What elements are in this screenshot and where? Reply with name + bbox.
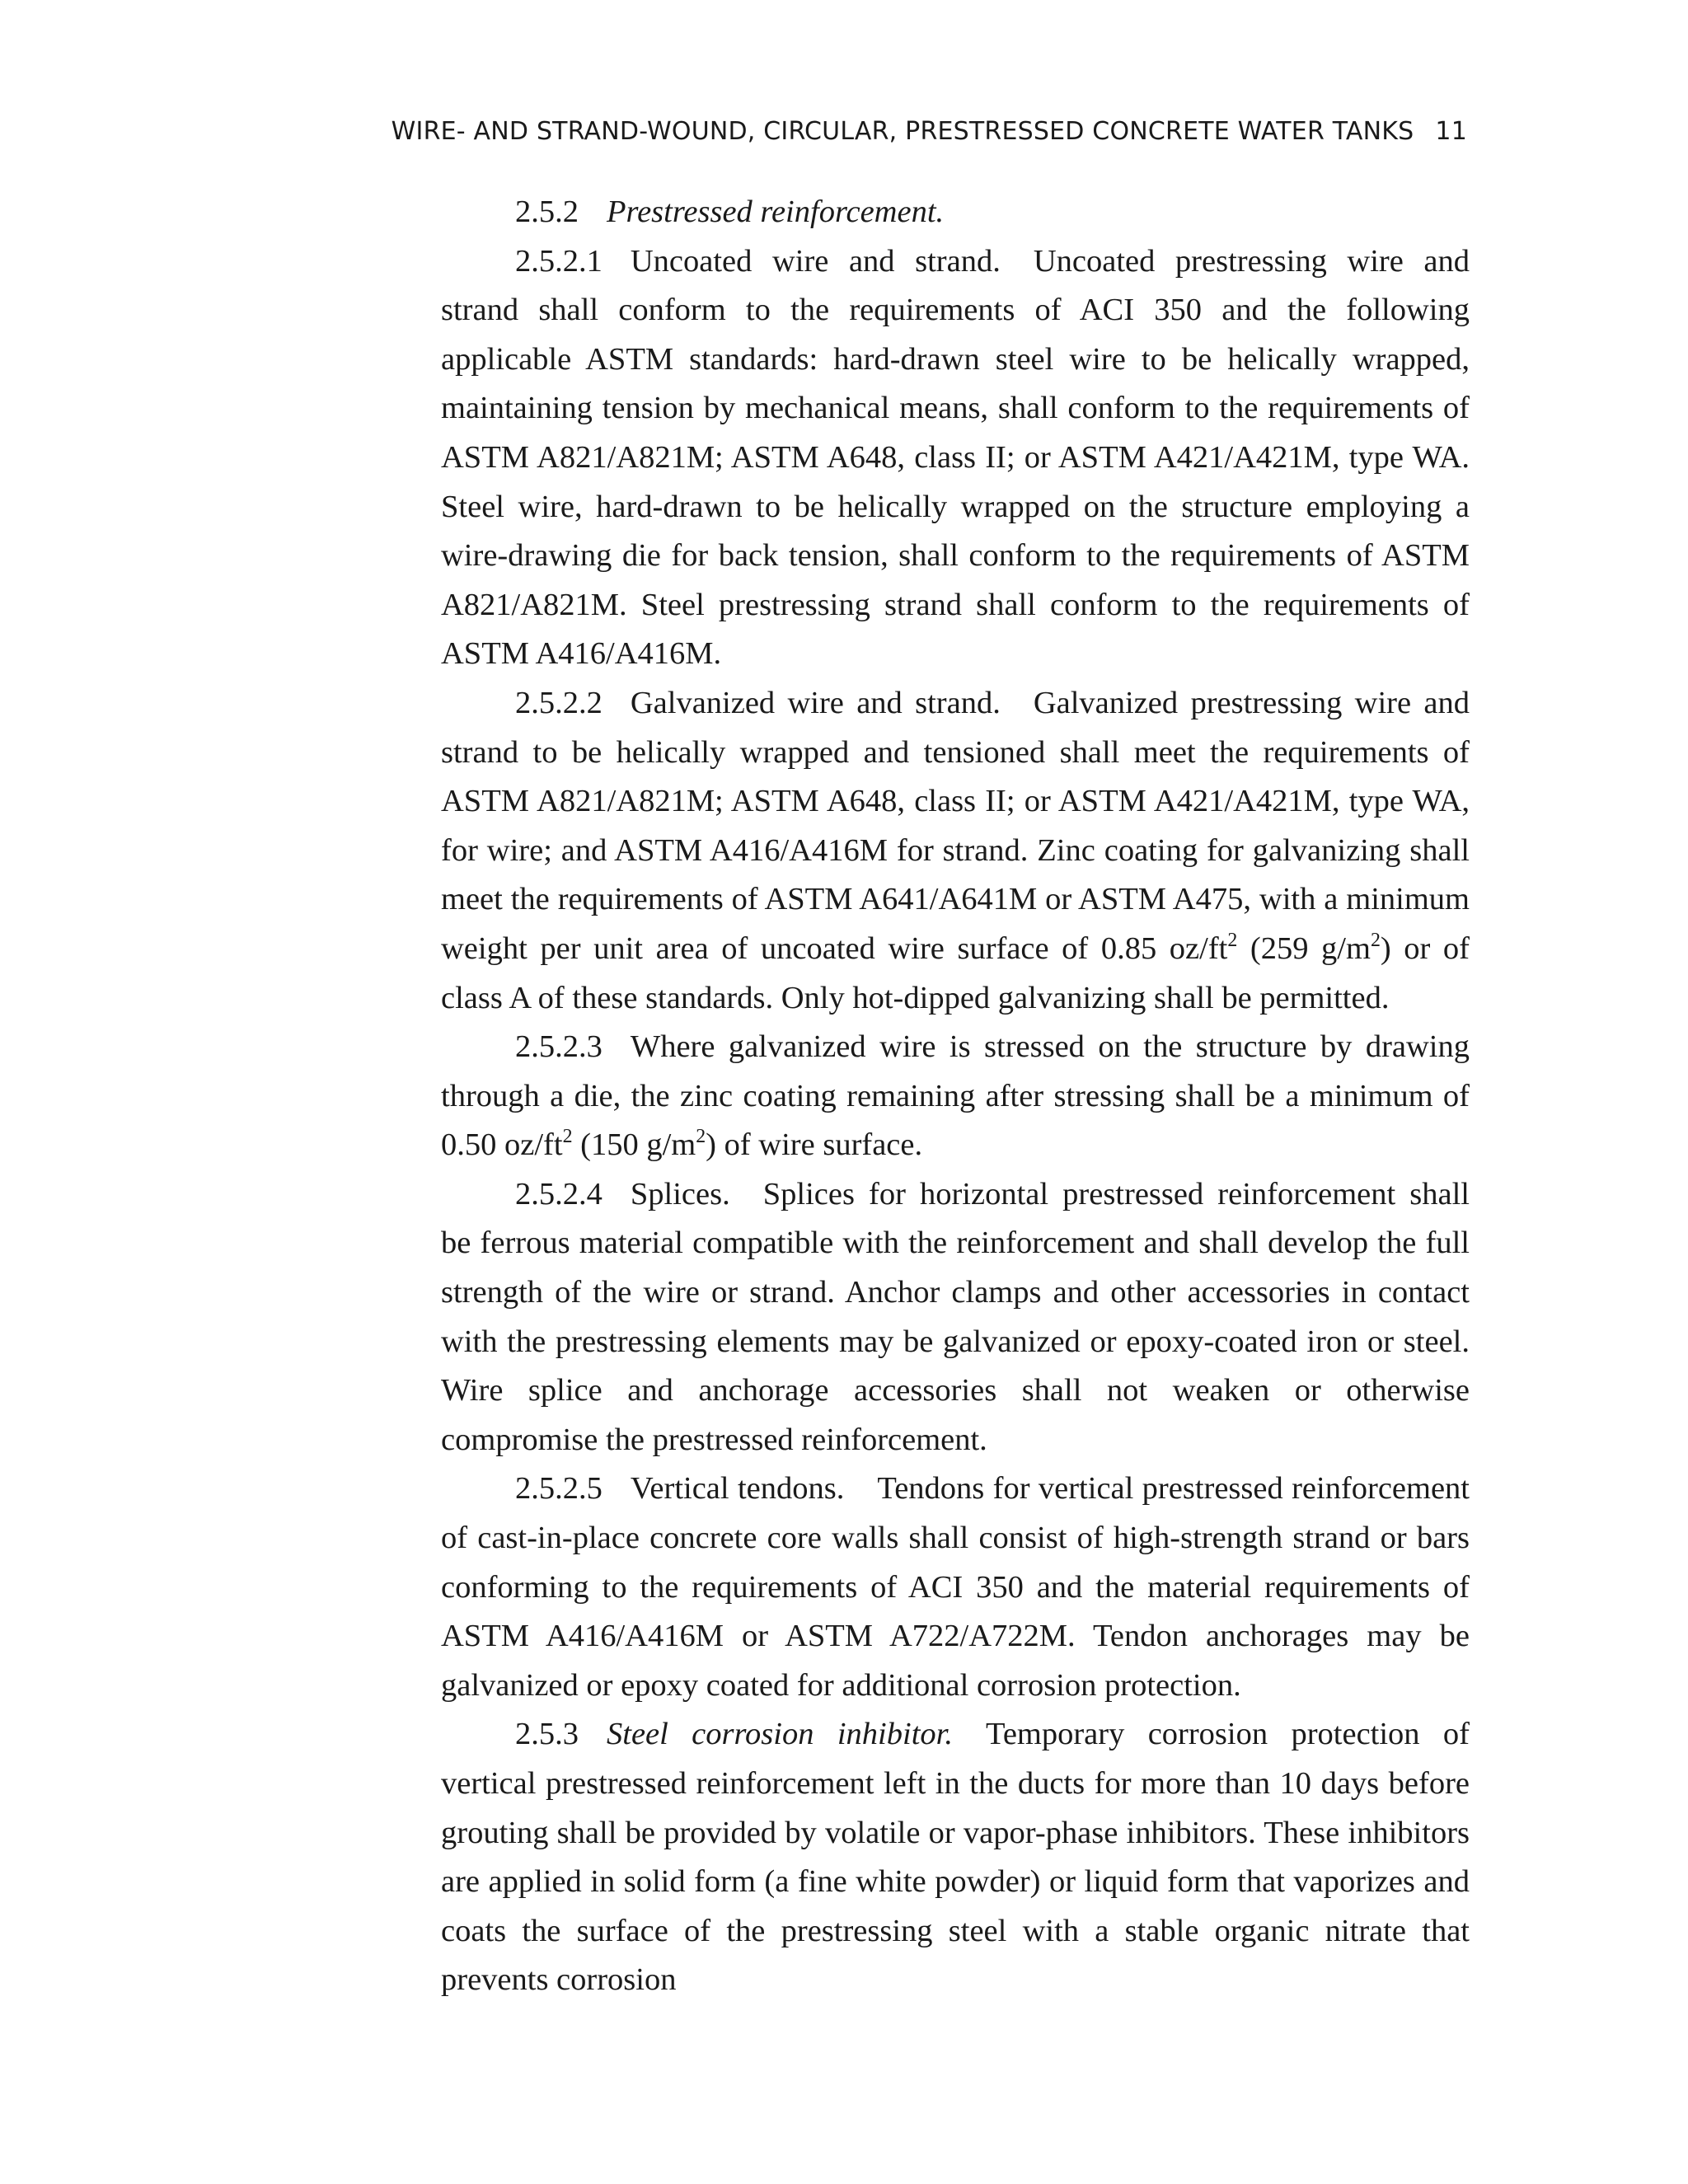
section-title: Uncoated wire and strand.	[630, 243, 1001, 279]
section-text: Uncoated prestressing wire and strand shall conform to the requirements of ACI 350 and the following applicable ASTM standards: hard-drawn steel wire to be helically wrapped, maintaining tension by mechanical means, shall conform to the requirements of ASTM A821/A821M; ASTM A648, class II; or ASTM A421/A421M, type WA. Steel wire, hard-drawn to be helically wrapped on the structure employing a wire-drawing die for back tension, shall conform to the requirements of ASTM A821/A821M. Steel prestressing strand shall conform to the requirements of ASTM A416/A416M.	[441, 243, 1470, 672]
section-number: 2.5.2.5	[515, 1471, 603, 1507]
section-number: 2.5.3	[515, 1717, 579, 1752]
section-text: Where galvanized wire is stressed on the structure by drawing through a die, the zinc coating remaining after stressing shall be a minimum of 0.50 oz/ft	[441, 1029, 1470, 1163]
running-header	[371, 117, 1467, 146]
section-2-5-2-4	[441, 1170, 1470, 1465]
section-title: Prestressed reinforcement.	[607, 194, 945, 229]
section-2-5-2-3	[441, 1023, 1470, 1170]
section-number: 2.5.2.4	[515, 1176, 603, 1212]
section-number: 2.5.2.2	[515, 685, 603, 720]
section-2-5-2-2	[441, 679, 1470, 1023]
section-text: Splices for horizontal prestressed reinforcement shall be ferrous material compatible with the reinforcement and shall develop the full strength of the wire or strand. Anchor clamps and other accessories in contact with the prestressing elements may be galvanized or epoxy-coated iron or steel. Wire splice and anchorage accessories shall not weaken or otherwise compromise the prestressed reinforcement.	[441, 1176, 1470, 1457]
section-number: 2.5.2	[515, 194, 579, 229]
section-title: Vertical tendons.	[630, 1471, 845, 1507]
page-number: 11	[1435, 117, 1467, 146]
section-text: ) or of class A of these standards. Only hot-dipped galvanizing shall be permitted.	[441, 930, 1470, 1015]
section-number: 2.5.2.1	[515, 243, 603, 279]
superscript: 2	[1227, 930, 1238, 952]
section-number: 2.5.2.3	[515, 1029, 603, 1065]
section-title: Splices.	[630, 1176, 730, 1212]
section-title: Galvanized wire and strand.	[630, 685, 1001, 720]
body-text	[441, 188, 1470, 2005]
superscript: 2	[696, 1126, 706, 1148]
section-text: ) of wire surface.	[706, 1127, 923, 1163]
section-2-5-2-1	[441, 237, 1470, 679]
section-text: Galvanized prestressing wire and strand to be helically wrapped and tensioned shall meet the requirements of ASTM A821/A821M; ASTM A648, class II; or ASTM A421/A421M, type WA, for wire; and ASTM A416/A416M for strand. Zinc coating for galvanizing shall meet the requirements of ASTM A641/A641M or ASTM A475, with a minimum weight per unit area of uncoated wire surface of 0.85 oz/ft	[441, 685, 1470, 966]
section-title: Steel corrosion inhibitor.	[607, 1717, 953, 1752]
section-2-5-2	[441, 188, 1470, 237]
section-2-5-2-5	[441, 1465, 1470, 1710]
running-title: WIRE- AND STRAND-WOUND, CIRCULAR, PRESTRESSED CONCRETE WATER TANKS	[391, 117, 1414, 146]
superscript: 2	[562, 1126, 573, 1148]
section-2-5-3	[441, 1710, 1470, 2005]
section-text: (259 g/m	[1237, 930, 1371, 966]
superscript: 2	[1370, 930, 1381, 952]
section-text: Temporary corrosion protection of vertical prestressed reinforcement left in the ducts for more than 10 days before grouting shall be provided by volatile or vapor-phase inhibitors. These inhibitors are applied in solid form (a fine white powder) or liquid form that vaporizes and coats the surface of the prestressing steel with a stable organic nitrate that prevents corrosion	[441, 1717, 1470, 1998]
section-text: (150 g/m	[572, 1127, 696, 1163]
section-text: Tendons for vertical prestressed reinforcement of cast-in-place concrete core walls shall consist of high-strength strand or bars conforming to the requirements of ACI 350 and the material requirements of ASTM A416/A416M or ASTM A722/A722M. Tendon anchorages may be galvanized or epoxy coated for additional corrosion protection.	[441, 1471, 1470, 1703]
